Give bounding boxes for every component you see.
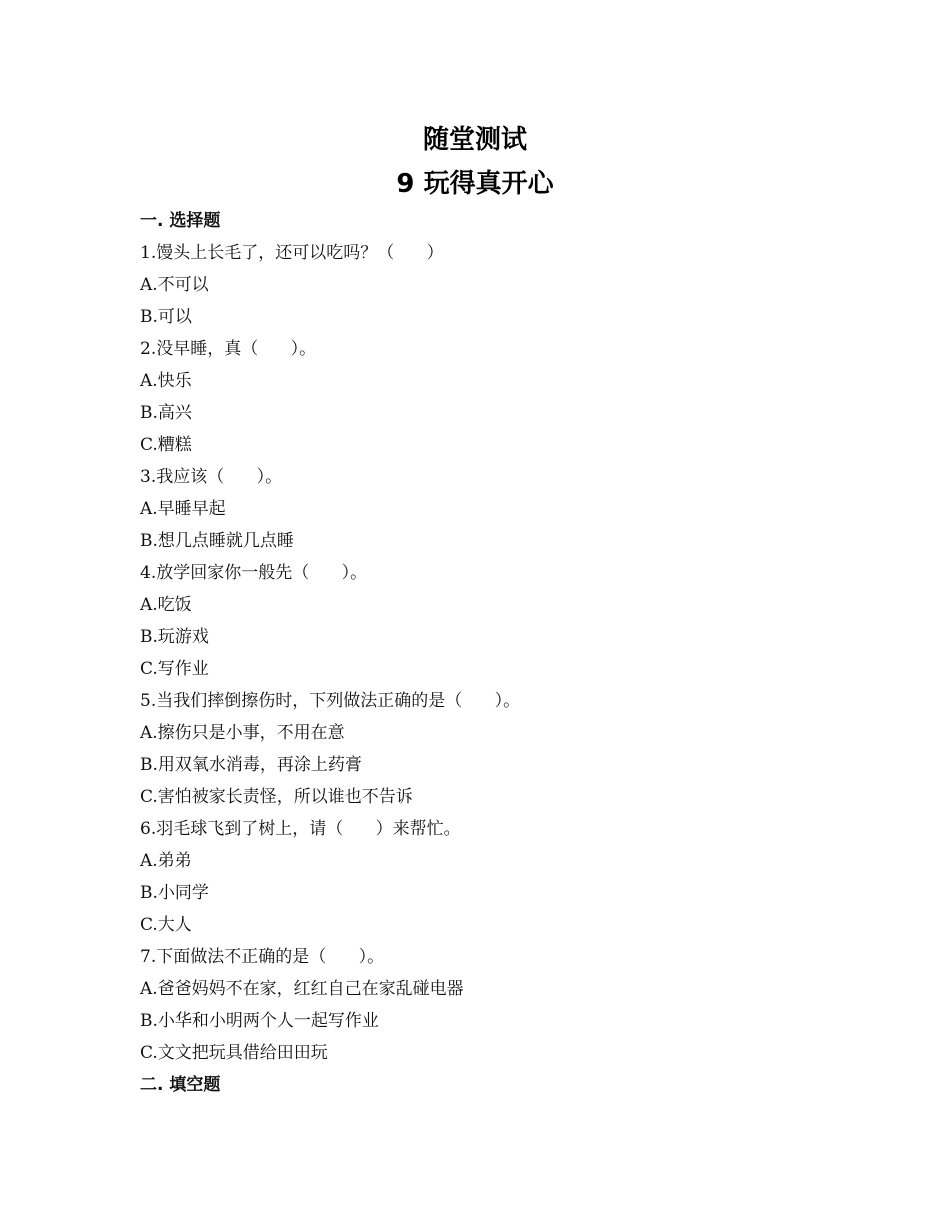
- answer-option: A.早睡早起: [140, 499, 226, 519]
- answer-option: C.大人: [140, 915, 192, 935]
- answer-option: B.高兴: [140, 403, 192, 423]
- question-stem: 4.放学回家你一般先（ ）。: [140, 563, 368, 583]
- question-list: [140, 205, 840, 1101]
- answer-option: B.玩游戏: [140, 627, 209, 647]
- title-block: [0, 118, 950, 206]
- answer-option: A.吃饭: [140, 595, 192, 615]
- question-stem: 1.馒头上长毛了，还可以吃吗？（ ）: [140, 243, 444, 263]
- section-heading: 一. 选择题: [140, 211, 221, 231]
- answer-option: C.害怕被家长责怪，所以谁也不告诉: [140, 787, 413, 807]
- question-stem: 2.没早睡，真（ ）。: [140, 339, 317, 359]
- answer-option: B.小华和小明两个人一起写作业: [140, 1011, 379, 1031]
- page-subtitle: 9 玩得真开心: [396, 169, 554, 199]
- question-stem: 7.下面做法不正确的是（ ）。: [140, 947, 385, 967]
- answer-option: A.弟弟: [140, 851, 192, 871]
- section-heading: 二. 填空题: [140, 1075, 221, 1095]
- question-stem: 3.我应该（ ）。: [140, 467, 283, 487]
- answer-option: B.可以: [140, 307, 192, 327]
- answer-option: C.写作业: [140, 659, 209, 679]
- answer-option: A.不可以: [140, 275, 209, 295]
- question-stem: 6.羽毛球飞到了树上，请（ ）来帮忙。: [140, 819, 461, 839]
- answer-option: A.快乐: [140, 371, 192, 391]
- answer-option: A.爸爸妈妈不在家，红红自己在家乱碰电器: [140, 979, 464, 999]
- answer-option: A.擦伤只是小事，不用在意: [140, 723, 345, 743]
- answer-option: B.想几点睡就几点睡: [140, 531, 294, 551]
- question-stem: 5.当我们摔倒擦伤时，下列做法正确的是（ ）。: [140, 691, 521, 711]
- answer-option: B.小同学: [140, 883, 209, 903]
- answer-option: C.文文把玩具借给田田玩: [140, 1043, 328, 1063]
- page-title: 随堂测试: [422, 125, 527, 155]
- answer-option: C.糟糕: [140, 435, 192, 455]
- answer-option: B.用双氧水消毒，再涂上药膏: [140, 755, 362, 775]
